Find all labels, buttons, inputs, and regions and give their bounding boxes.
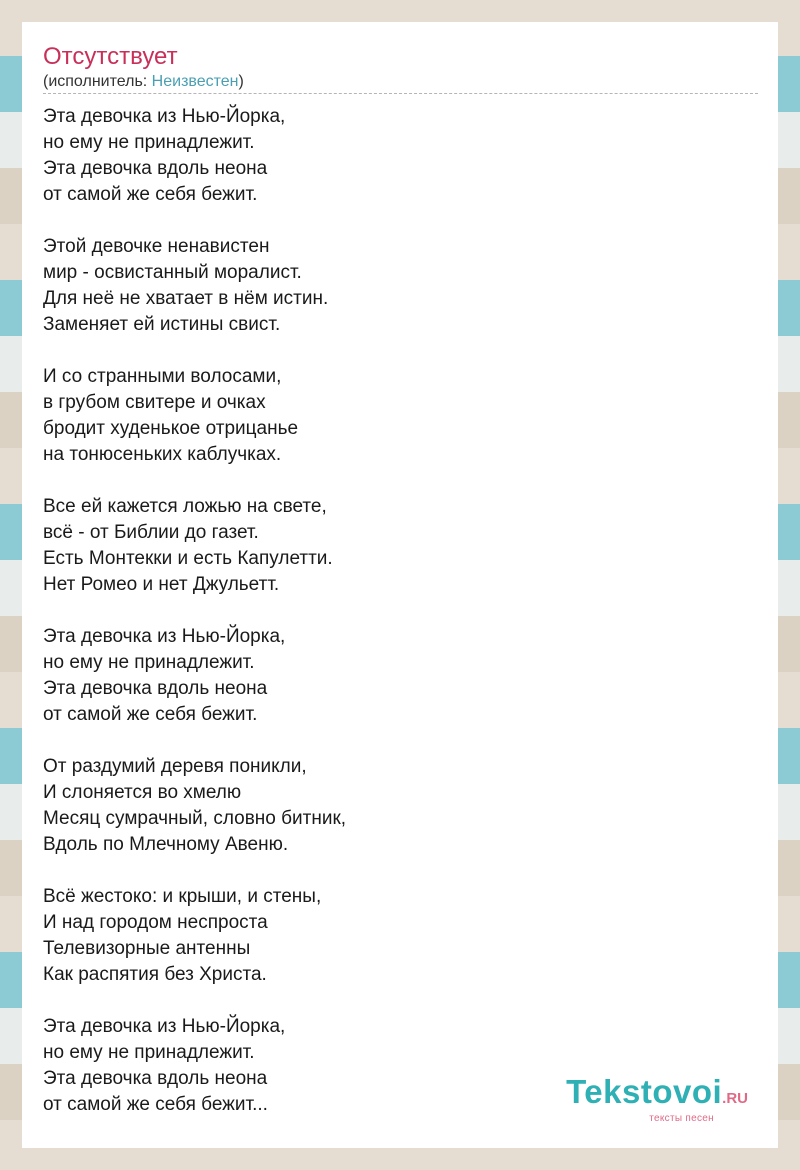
artist-prefix: (исполнитель:: [43, 73, 152, 90]
lyrics-line: Есть Монтекки и есть Капулетти.: [43, 548, 333, 569]
lyrics-line: Все ей кажется ложью на свете,: [43, 496, 327, 517]
lyrics-line: Как распятия без Христа.: [43, 964, 267, 985]
lyrics-line: От раздумий деревя поникли,: [43, 756, 307, 777]
lyrics-line: от самой же себя бежит...: [43, 1094, 268, 1115]
lyrics-line: Заменяет ей истины свист.: [43, 314, 281, 335]
lyrics-line: И над городом неспроста: [43, 912, 268, 933]
lyrics-line: но ему не принадлежит.: [43, 132, 255, 153]
lyrics-stanza: [43, 624, 758, 728]
lyrics-stanza: [43, 754, 758, 858]
artist-suffix: ): [238, 73, 244, 90]
lyrics-line: Нет Ромео и нет Джульетт.: [43, 574, 280, 595]
lyrics-line: Эта девочка из Нью-Йорка,: [43, 626, 286, 647]
lyrics-line: И слоняется во хмелю: [43, 782, 242, 803]
lyrics-stanza: [43, 494, 758, 598]
lyrics-card: [22, 22, 778, 1148]
artist-line: [43, 72, 758, 94]
lyrics-line: в грубом свитере и очках: [43, 392, 266, 413]
lyrics-line: Эта девочка вдоль неона: [43, 158, 268, 179]
lyrics-line: но ему не принадлежит.: [43, 1042, 255, 1063]
lyrics-line: бродит худенькое отрицанье: [43, 418, 299, 439]
lyrics-line: на тонюсеньких каблучках.: [43, 444, 282, 465]
logo-tld: .RU: [722, 1090, 748, 1107]
logo-tagline: тексты песен: [649, 1113, 714, 1124]
site-logo[interactable]: [566, 1074, 748, 1124]
logo-wordmark: [566, 1074, 748, 1117]
lyrics-body: [43, 104, 758, 1118]
lyrics-line: но ему не принадлежит.: [43, 652, 255, 673]
lyrics-stanza: [43, 234, 758, 338]
lyrics-line: Вдоль по Млечному Авеню.: [43, 834, 289, 855]
lyrics-line: Эта девочка вдоль неона: [43, 1068, 268, 1089]
lyrics-line: от самой же себя бежит.: [43, 704, 258, 725]
lyrics-line: И со странными волосами,: [43, 366, 282, 387]
lyrics-line: Этой девочке ненавистен: [43, 236, 270, 257]
lyrics-line: Эта девочка из Нью-Йорка,: [43, 1016, 286, 1037]
lyrics-stanza: [43, 884, 758, 988]
lyrics-line: от самой же себя бежит.: [43, 184, 258, 205]
lyrics-line: Эта девочка вдоль неона: [43, 678, 268, 699]
lyrics-stanza: [43, 364, 758, 468]
song-title: Отсутствует: [43, 43, 178, 70]
logo-name: Tekstovoi: [566, 1073, 723, 1110]
lyrics-line: мир - освистанный моралист.: [43, 262, 302, 283]
lyrics-line: Телевизорные антенны: [43, 938, 251, 959]
lyrics-line: всё - от Библии до газет.: [43, 522, 259, 543]
lyrics-line: Для неё не хватает в нём истин.: [43, 288, 329, 309]
artist-link[interactable]: Неизвестен: [151, 73, 239, 90]
lyrics-line: Эта девочка из Нью-Йорка,: [43, 106, 286, 127]
lyrics-line: Всё жестоко: и крыши, и стены,: [43, 886, 322, 907]
lyrics-stanza: [43, 104, 758, 208]
lyrics-line: Месяц сумрачный, словно битник,: [43, 808, 347, 829]
